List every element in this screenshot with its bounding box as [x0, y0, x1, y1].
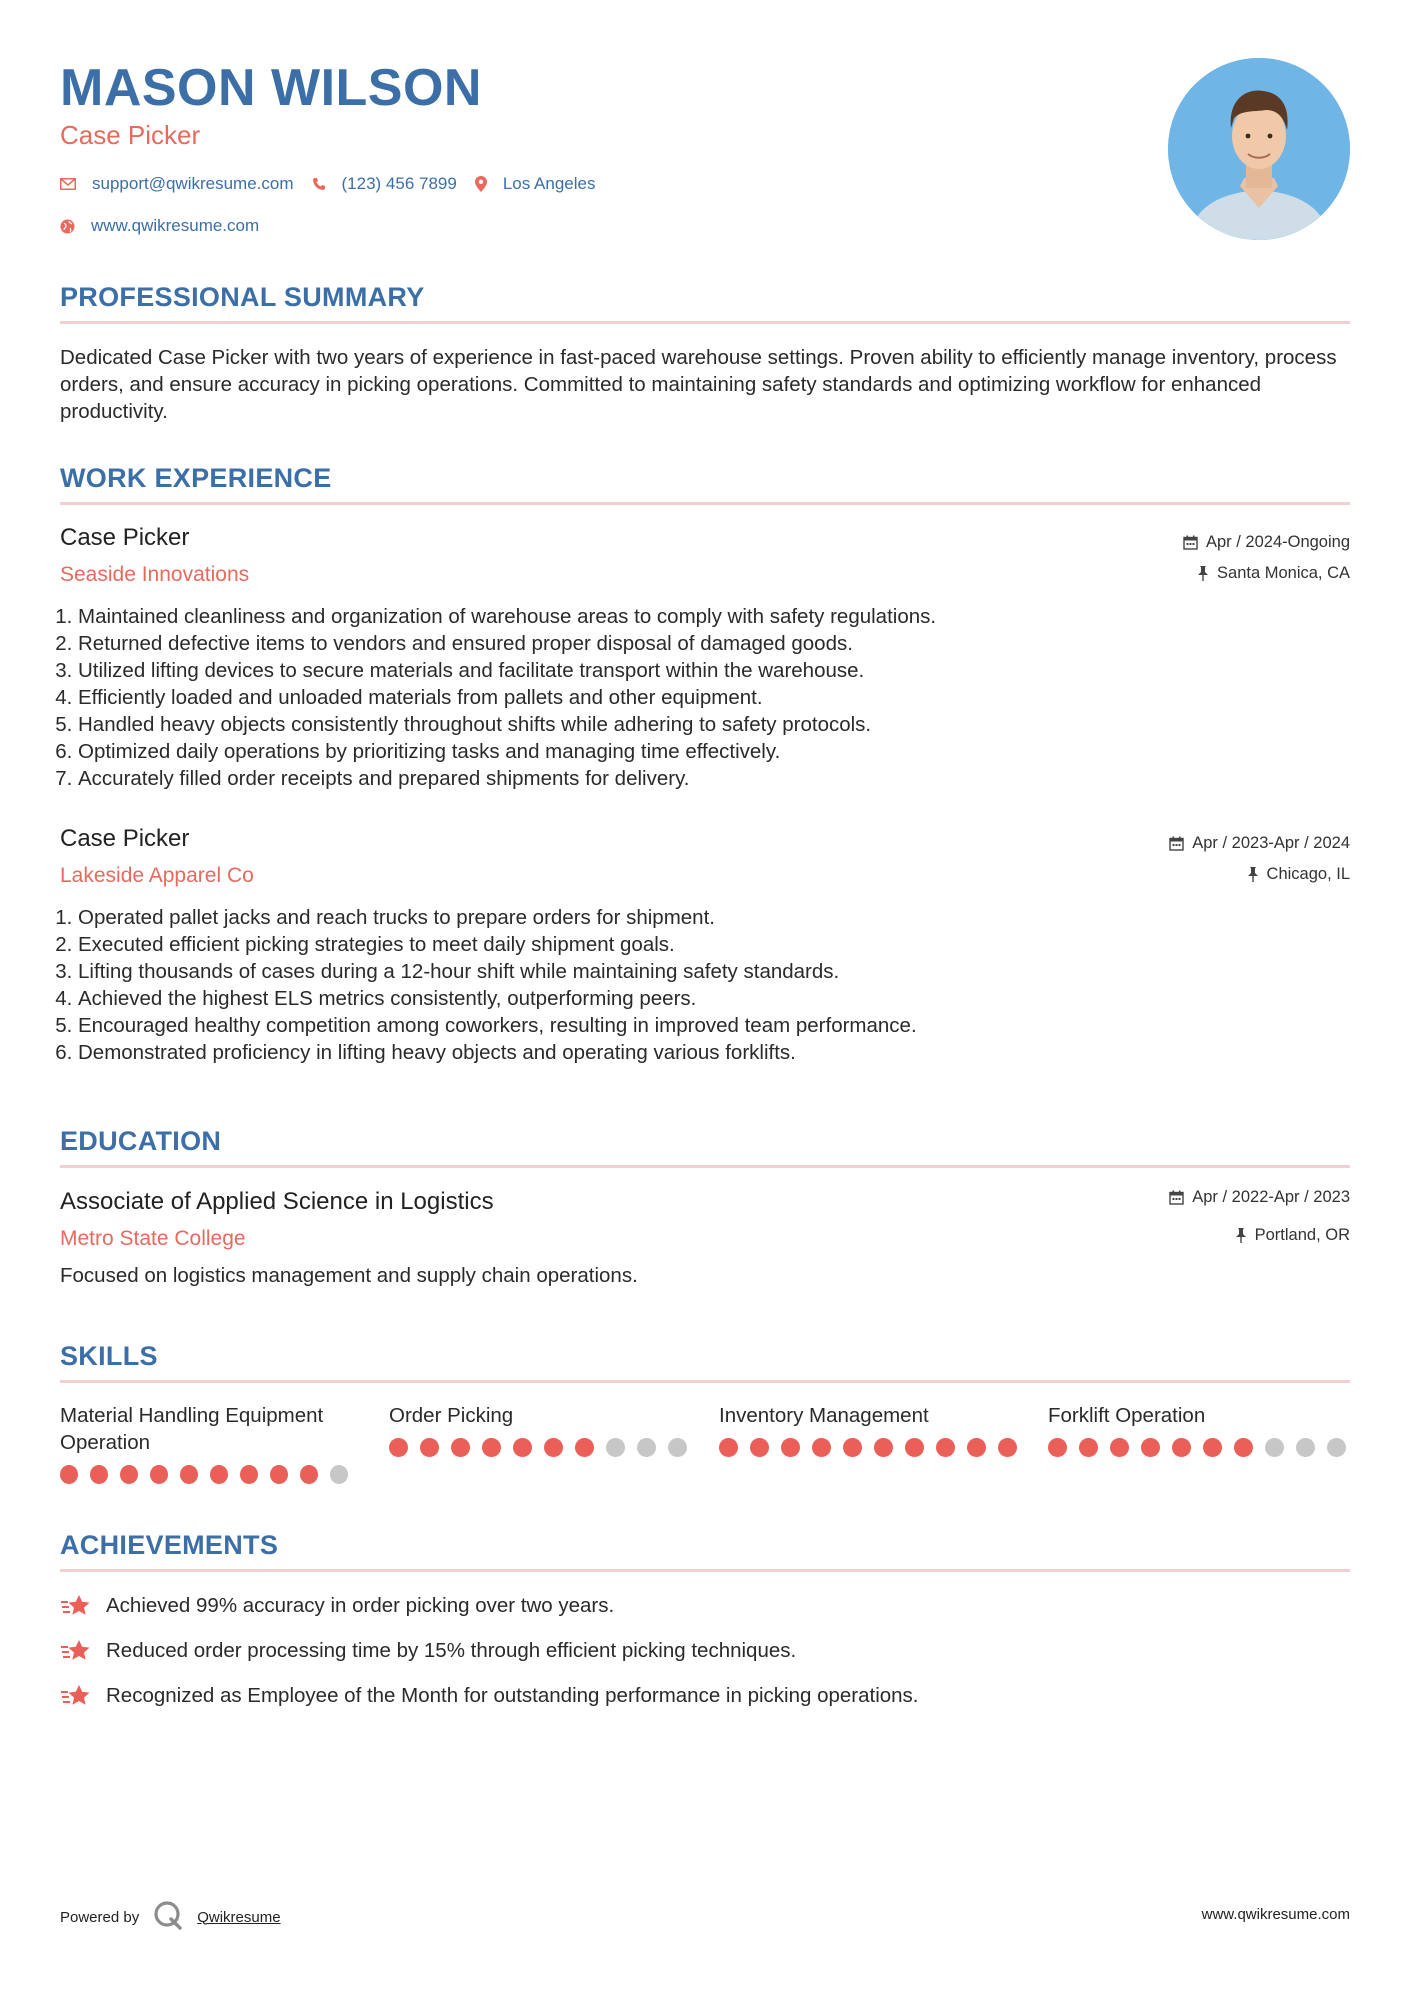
education-description: Focused on logistics management and supply chain operations. [60, 1264, 638, 1287]
candidate-role: Case Picker [60, 120, 201, 150]
phone-icon [312, 177, 326, 191]
calendar-icon [1183, 535, 1198, 550]
list-item: 1. Maintained cleanliness and organization of warehouse areas to comply with safety regulations. [78, 603, 1328, 630]
skill-dot-filled [1141, 1438, 1160, 1457]
list-item: 3. Lifting thousands of cases during a 12-hour shift while maintaining safety standards. [78, 958, 1328, 985]
location-text: Los Angeles [502, 174, 596, 193]
skill-dot-filled [575, 1438, 594, 1457]
skill-item [1048, 1402, 1358, 1457]
skill-dot-filled [1234, 1438, 1253, 1457]
summary-heading: PROFESSIONAL SUMMARY [60, 282, 425, 312]
achievement-item [60, 1683, 919, 1709]
skill-dot-filled [1048, 1438, 1067, 1457]
skill-dot-filled [750, 1438, 769, 1457]
skill-dot-empty [637, 1438, 656, 1457]
powered-by-label: Powered by [60, 1908, 140, 1926]
skill-name: Forklift Operation [1048, 1404, 1206, 1427]
skill-dot-filled [781, 1438, 800, 1457]
list-item: 6. Optimized daily operations by prioritizing tasks and managing time effectively. [78, 738, 1328, 765]
skill-dot-filled [180, 1465, 198, 1484]
pushpin-icon [1197, 566, 1209, 581]
experience-divider [60, 502, 1350, 505]
skill-dot-empty [330, 1465, 348, 1484]
skill-dot-filled [843, 1438, 862, 1457]
skill-dot-empty [1327, 1438, 1346, 1457]
summary-text: Dedicated Case Picker with two years of experience in fast-paced warehouse settings. Proven ability to efficiently manage inventory, process orders, and ensure accuracy in picking operations. Committed to maintaining safety standards and optimizing workflow for enhanced productivity. [60, 346, 1337, 423]
job-location [1247, 865, 1350, 884]
list-item: 5. Handled heavy objects consistently throughout shifts while adhering to safety protocols. [78, 711, 1328, 738]
education-location [1235, 1226, 1350, 1245]
skill-dot-filled [210, 1465, 228, 1484]
job-bullets [54, 904, 1328, 1066]
skill-dot-filled [270, 1465, 288, 1484]
skill-rating [389, 1438, 699, 1457]
achievement-item [60, 1593, 614, 1619]
skill-dot-filled [544, 1438, 563, 1457]
experience-heading: WORK EXPERIENCE [60, 463, 332, 493]
skill-rating [60, 1465, 360, 1484]
skill-dot-filled [967, 1438, 986, 1457]
education-dates-text: Apr / 2022-Apr / 2023 [1192, 1188, 1350, 1206]
job-location-text: Chicago, IL [1266, 865, 1350, 883]
pushpin-icon [1235, 1228, 1247, 1243]
skill-dot-filled [936, 1438, 955, 1457]
education-divider [60, 1165, 1350, 1168]
skill-dot-filled [905, 1438, 924, 1457]
achievement-text: Reduced order processing time by 15% through efficient picking techniques. [106, 1639, 797, 1662]
profile-photo [1168, 58, 1350, 240]
contact-row-2 [60, 216, 259, 236]
footer-url[interactable]: www.qwikresume.com [1201, 1906, 1350, 1923]
list-item: 6. Demonstrated proficiency in lifting heavy objects and operating various forklifts. [78, 1039, 1328, 1066]
skill-dot-filled [90, 1465, 108, 1484]
job-company: Lakeside Apparel Co [60, 864, 254, 887]
job-dates-text: Apr / 2023-Apr / 2024 [1192, 834, 1350, 852]
list-item: 4. Efficiently loaded and unloaded materials from pallets and other equipment. [78, 684, 1328, 711]
email-icon [60, 178, 76, 190]
job-dates [1169, 834, 1350, 853]
skill-dot-filled [300, 1465, 318, 1484]
education-heading: EDUCATION [60, 1126, 222, 1156]
skill-dot-empty [606, 1438, 625, 1457]
list-item: 2. Executed efficient picking strategies to meet daily shipment goals. [78, 931, 1328, 958]
footer-powered-by [60, 1900, 281, 1934]
star-icon [60, 1638, 92, 1664]
job-company: Seaside Innovations [60, 563, 250, 586]
summary-divider [60, 321, 1350, 324]
skill-name: Material Handling Equipment Operation [60, 1404, 324, 1454]
location-pin-icon [475, 176, 487, 192]
skill-dot-filled [60, 1465, 78, 1484]
job-location-text: Santa Monica, CA [1217, 564, 1350, 582]
email-link[interactable]: support@qwikresume.com [92, 174, 294, 193]
skill-dot-filled [719, 1438, 738, 1457]
job-dates [1183, 533, 1350, 552]
list-item: 3. Utilized lifting devices to secure materials and facilitate transport within the warehouse. [78, 657, 1328, 684]
job-bullets [54, 603, 1328, 792]
pushpin-icon [1247, 867, 1259, 882]
skill-item [719, 1402, 1029, 1457]
list-item: 5. Encouraged healthy competition among coworkers, resulting in improved team performance. [78, 1012, 1328, 1039]
achievement-text: Achieved 99% accuracy in order picking over two years. [106, 1594, 615, 1617]
list-item: 4. Achieved the highest ELS metrics consistently, outperforming peers. [78, 985, 1328, 1012]
achievements-divider [60, 1569, 1350, 1572]
skill-dot-filled [1203, 1438, 1222, 1457]
achievement-item [60, 1638, 796, 1664]
skill-dot-filled [874, 1438, 893, 1457]
skill-item [60, 1402, 360, 1484]
phone-number[interactable]: (123) 456 7899 [341, 174, 457, 193]
skill-dot-filled [998, 1438, 1017, 1457]
skill-name: Order Picking [389, 1404, 514, 1427]
star-icon [60, 1683, 92, 1709]
skill-dot-filled [150, 1465, 168, 1484]
job-dates-text: Apr / 2024-Ongoing [1205, 533, 1350, 551]
skill-dot-filled [1079, 1438, 1098, 1457]
list-item: 2. Returned defective items to vendors and ensured proper disposal of damaged goods. [78, 630, 1328, 657]
skill-name: Inventory Management [719, 1404, 929, 1427]
school-name: Metro State College [60, 1227, 246, 1250]
globe-icon [60, 219, 75, 234]
skill-dot-filled [120, 1465, 138, 1484]
skill-dot-filled [389, 1438, 408, 1457]
skills-heading: SKILLS [60, 1341, 158, 1371]
skill-rating [719, 1438, 1029, 1457]
achievements-heading: ACHIEVEMENTS [60, 1530, 279, 1560]
job-title: Case Picker [60, 825, 190, 852]
skill-dot-empty [1296, 1438, 1315, 1457]
skill-dot-filled [1110, 1438, 1129, 1457]
education-dates [1169, 1188, 1350, 1207]
skill-dot-filled [451, 1438, 470, 1457]
calendar-icon [1169, 836, 1184, 851]
qwikresume-link[interactable]: Qwikresume [197, 1908, 281, 1926]
star-icon [60, 1593, 92, 1619]
candidate-name: MASON WILSON [60, 59, 482, 117]
skills-divider [60, 1380, 1350, 1383]
website-link[interactable]: www.qwikresume.com [91, 216, 260, 235]
job-location [1197, 564, 1350, 583]
skill-dot-empty [668, 1438, 687, 1457]
skill-dot-filled [1172, 1438, 1191, 1457]
calendar-icon [1169, 1190, 1184, 1205]
skill-dot-filled [420, 1438, 439, 1457]
skill-dot-filled [812, 1438, 831, 1457]
list-item: 7. Accurately filled order receipts and prepared shipments for delivery. [78, 765, 1328, 792]
skill-dot-filled [240, 1465, 258, 1484]
list-item: 1. Operated pallet jacks and reach trucks to prepare orders for shipment. [78, 904, 1328, 931]
qwikresume-logo-icon [153, 1900, 183, 1934]
skill-item [389, 1402, 699, 1457]
skill-rating [1048, 1438, 1358, 1457]
contact-row-1 [60, 174, 595, 194]
skill-dot-filled [513, 1438, 532, 1457]
education-location-text: Portland, OR [1254, 1226, 1350, 1244]
achievement-text: Recognized as Employee of the Month for outstanding performance in picking operations. [106, 1684, 919, 1707]
skill-dot-filled [482, 1438, 501, 1457]
skill-dot-empty [1265, 1438, 1284, 1457]
job-title: Case Picker [60, 524, 190, 551]
degree-title: Associate of Applied Science in Logistics [60, 1188, 494, 1215]
